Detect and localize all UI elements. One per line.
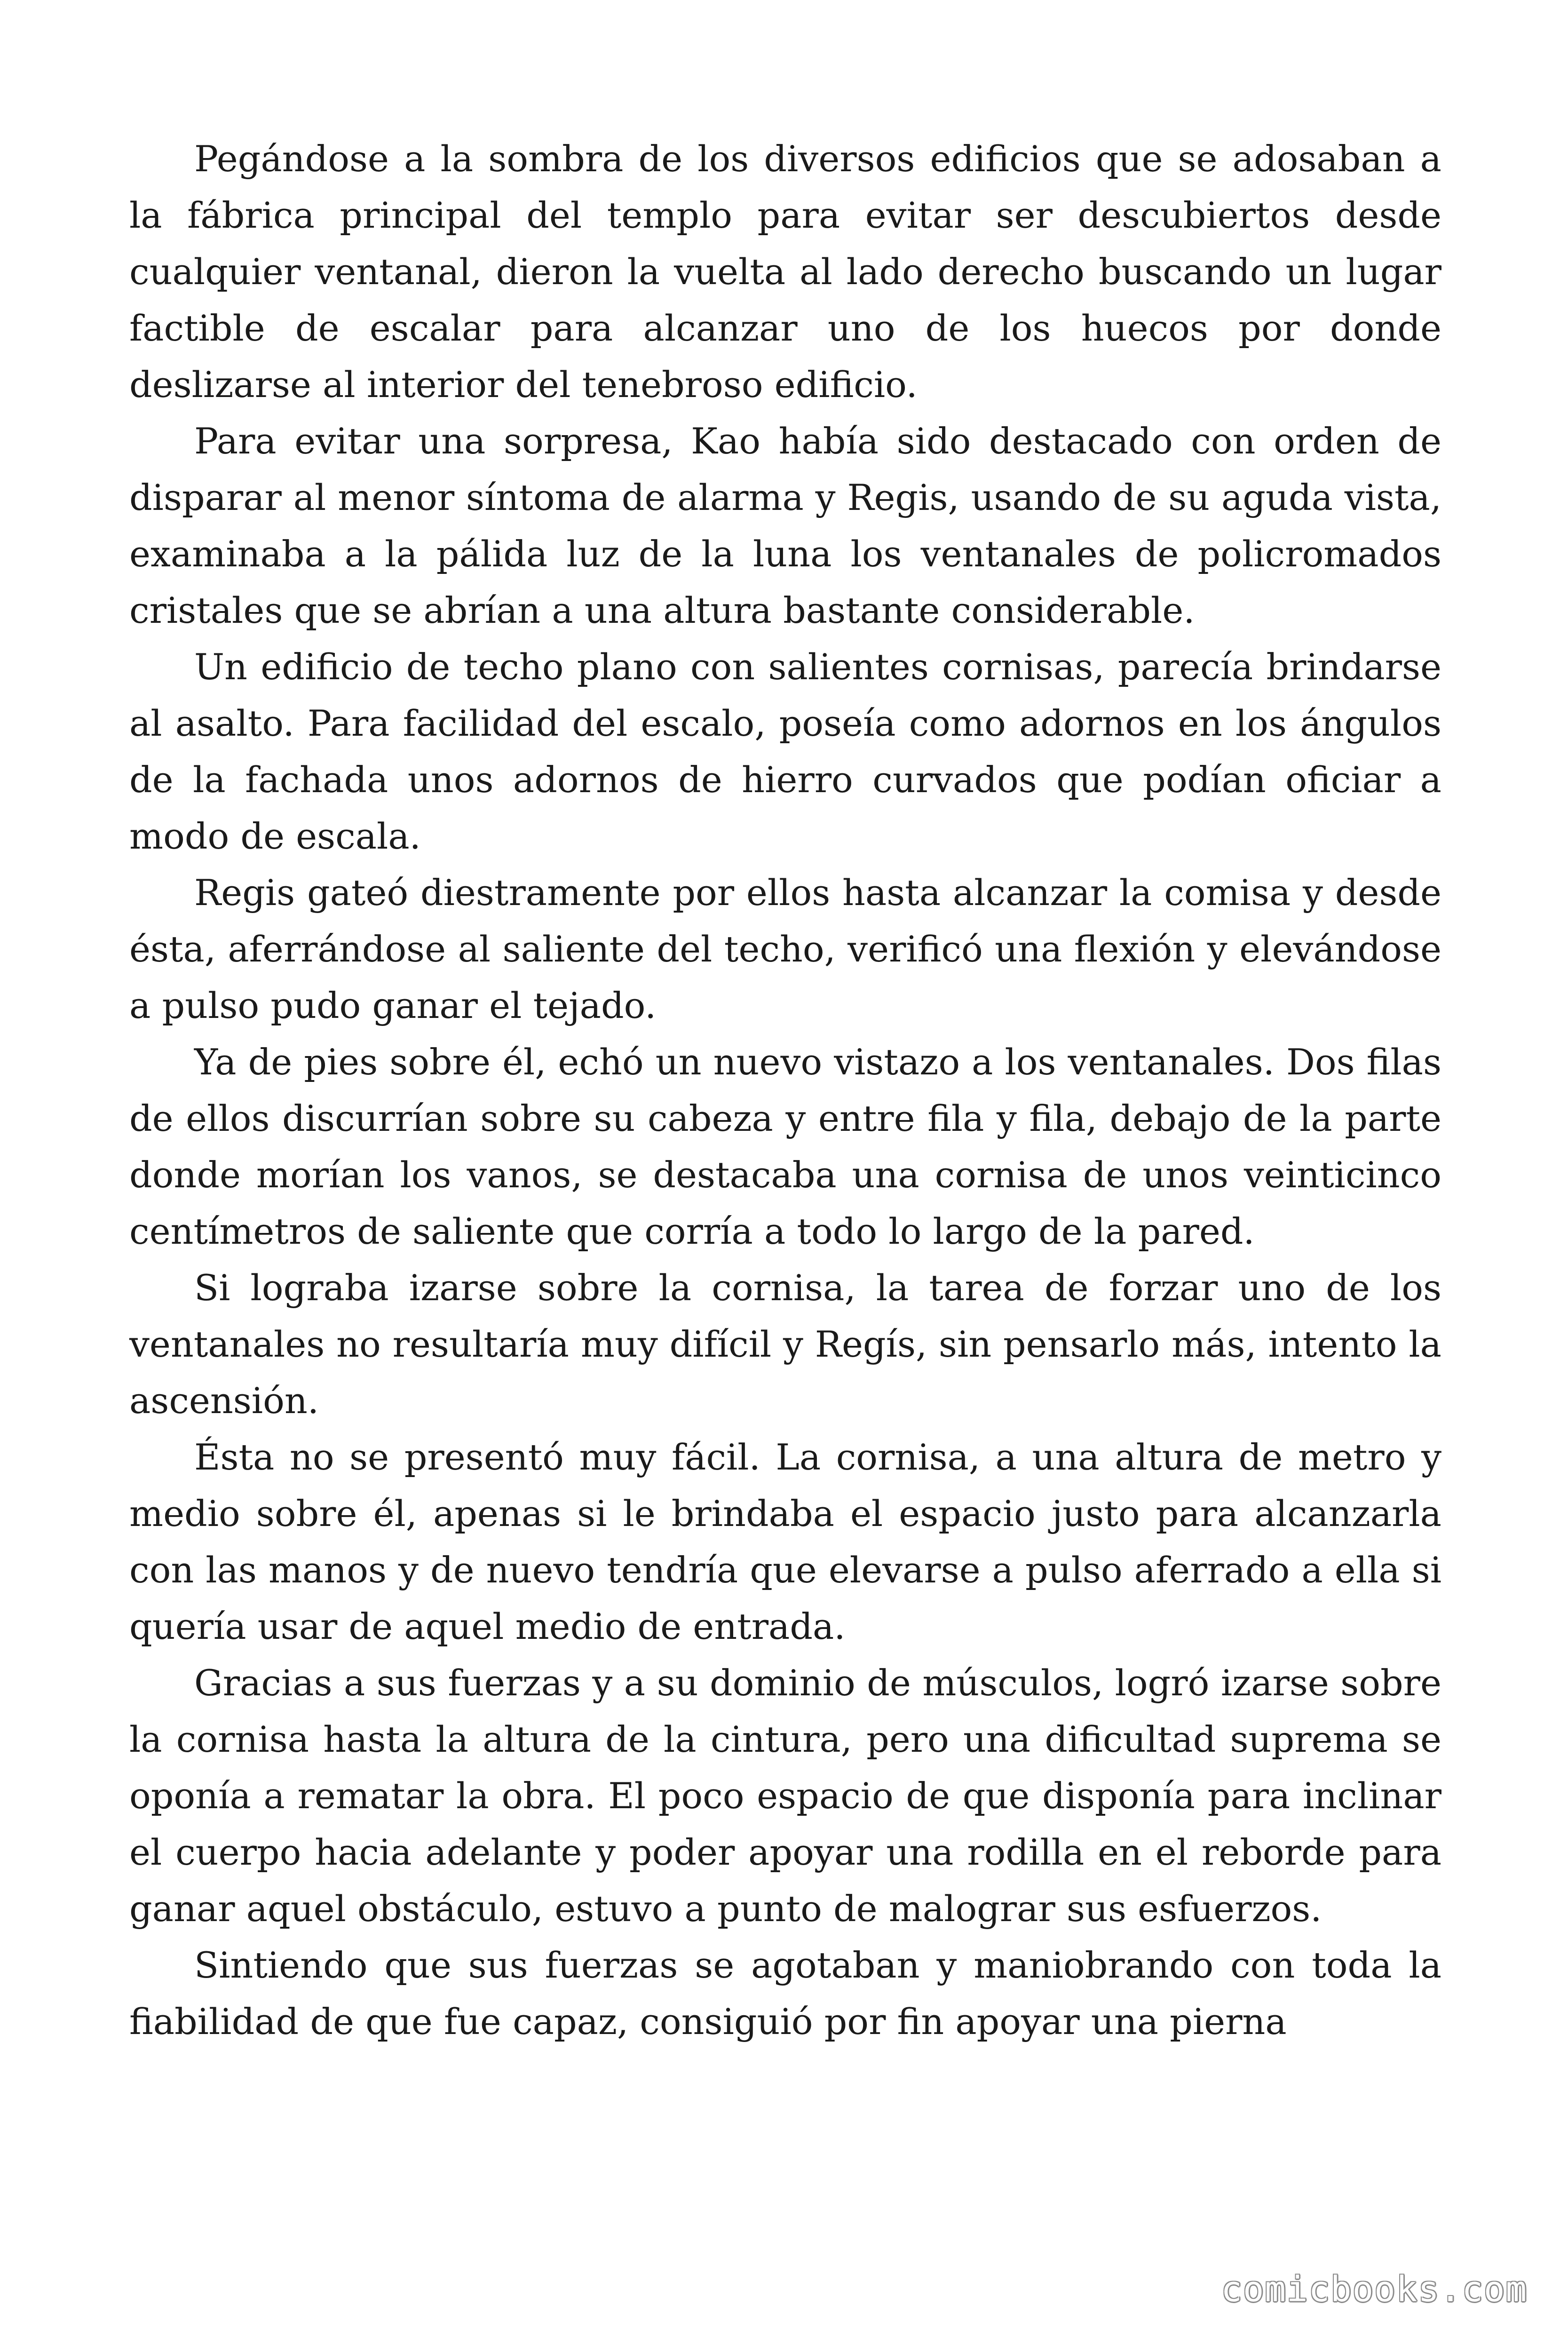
- watermark: comicbooks.com: [1221, 2269, 1528, 2310]
- paragraph-9: Sintiendo que sus fuerzas se agotaban y maniobrando con toda la fiabilidad de que fue capaz, consiguió por fin apoyar una pierna: [129, 1944, 1441, 2042]
- paragraph-7: Ésta no se presentó muy fácil. La cornisa, a una altura de metro y medio sobre él, apenas si le brindaba el espacio justo para alcanzarla con las manos y de nuevo tendría que elevarse a pulso aferrado a ella si quería usar de aquel medio de entrada.: [129, 1436, 1441, 1647]
- paragraph-3: Un edificio de techo plano con salientes cornisas, parecía brindarse al asalto. Para facilidad del escalo, poseía como adornos en los ángulos de la fachada unos adornos de hierro curvados que podían oficiar a modo de escala.: [129, 646, 1441, 857]
- paragraph-1: Pegándose a la sombra de los diversos edificios que se adosaban a la fábrica principal del templo para evitar ser descubiertos desde cualquier ventanal, dieron la vuelta al lado derecho buscando un lugar factible de escalar para alcanzar uno de los huecos por donde deslizarse al interior del tenebroso edificio.: [129, 138, 1441, 405]
- paragraph-8: Gracias a sus fuerzas y a su dominio de músculos, logró izarse sobre la cornisa hasta la altura de la cintura, pero una dificultad suprema se oponía a rematar la obra. El poco espacio de que disponía para inclinar el cuerpo hacia adelante y poder apoyar una rodilla en el reborde para ganar aquel obstáculo, estuvo a punto de malograr sus esfuerzos.: [129, 1662, 1441, 1930]
- paragraph-4: Regis gateó diestramente por ellos hasta alcanzar la comisa y desde ésta, aferrándose al saliente del techo, verificó una flexión y elevándose a pulso pudo ganar el tejado.: [129, 872, 1441, 1026]
- paragraph-5: Ya de pies sobre él, echó un nuevo vistazo a los ventanales. Dos filas de ellos discurrían sobre su cabeza y entre fila y fila, debajo de la parte donde morían los vanos, se destacaba una cornisa de unos veinticinco centímetros de saliente que corría a todo lo largo de la pared.: [129, 1041, 1441, 1252]
- page-body: [129, 131, 1441, 2050]
- paragraph-6: Si lograba izarse sobre la cornisa, la tarea de forzar uno de los ventanales no resultaría muy difícil y Regís, sin pensarlo más, intento la ascensión.: [129, 1267, 1441, 1422]
- paragraph-2: Para evitar una sorpresa, Kao había sido destacado con orden de disparar al menor síntoma de alarma y Regis, usando de su aguda vista, examinaba a la pálida luz de la luna los ventanales de policromados cristales que se abrían a una altura bastante considerable.: [129, 420, 1441, 631]
